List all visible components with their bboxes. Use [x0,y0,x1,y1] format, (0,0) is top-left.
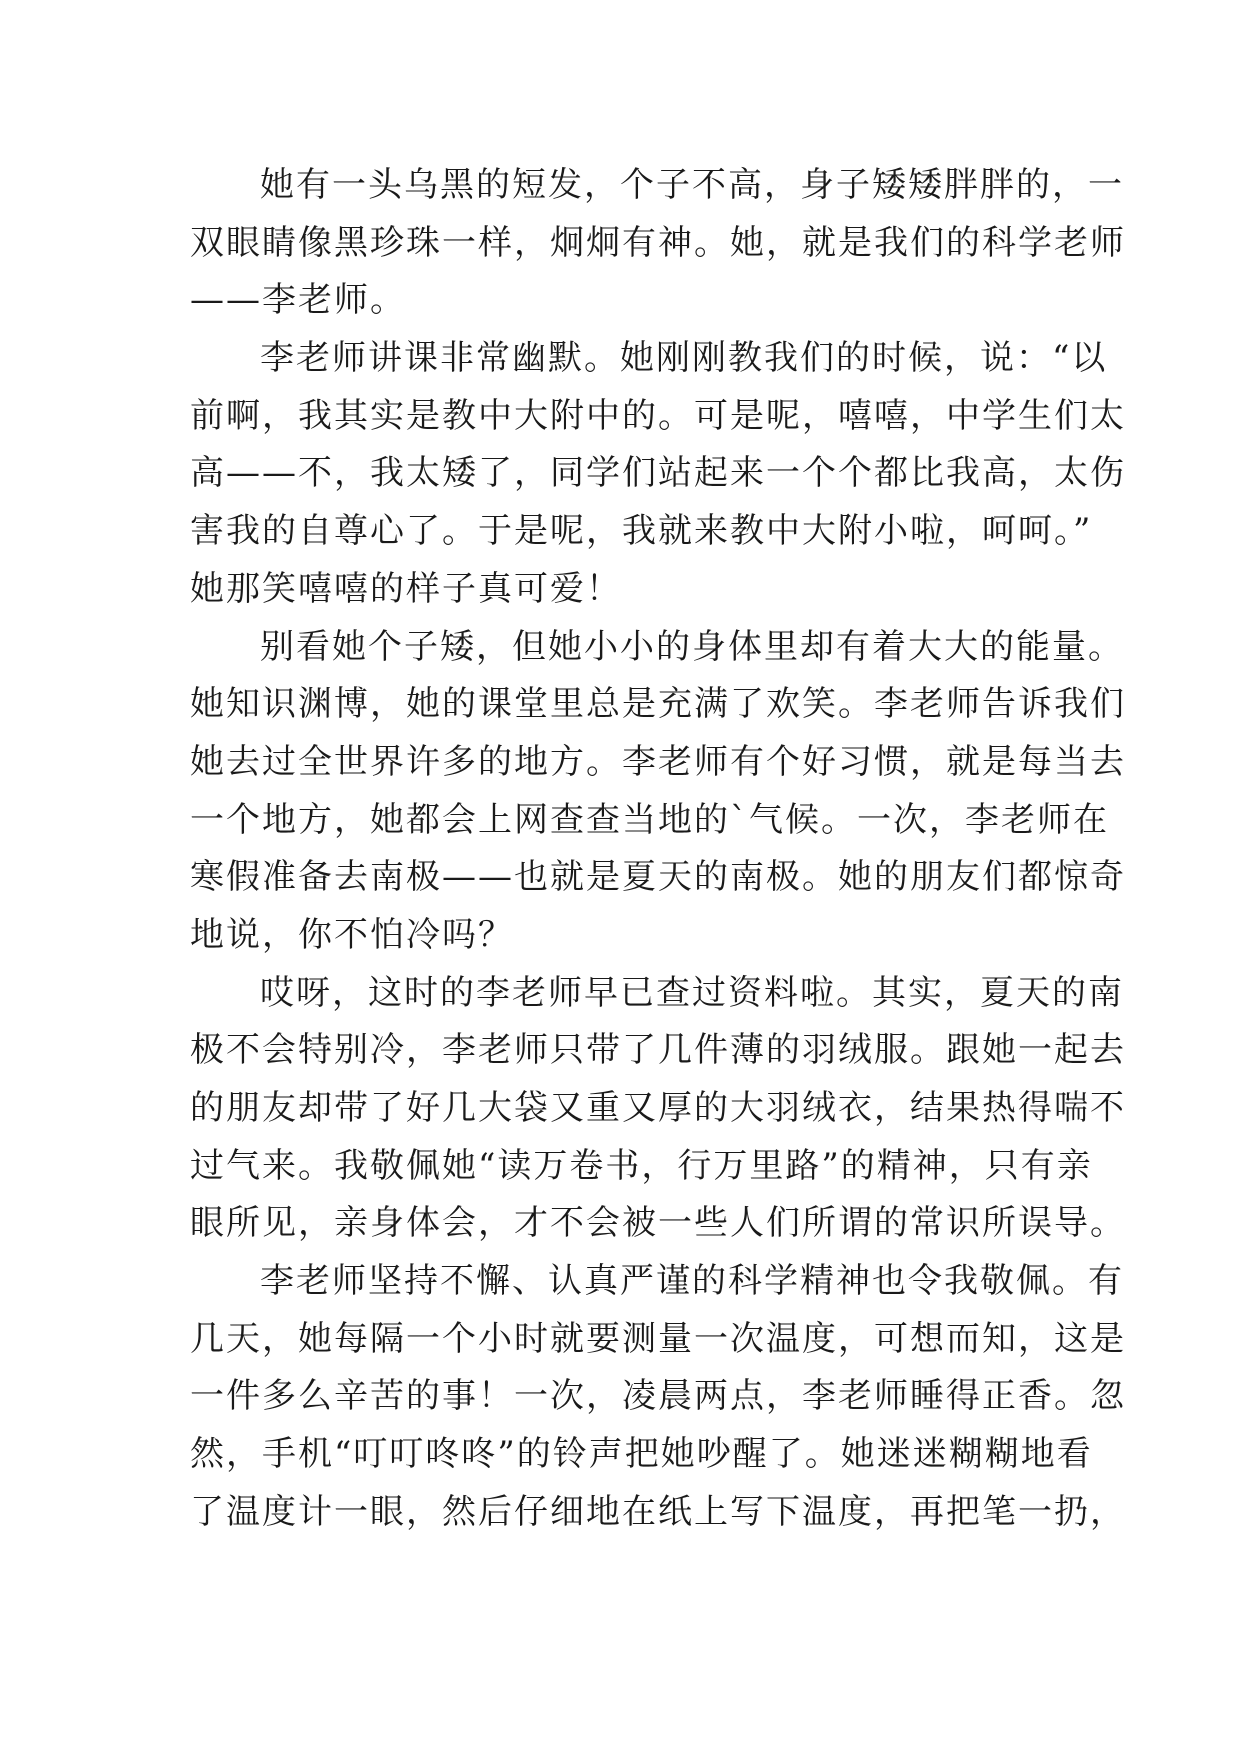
text-line: 然，手机“叮叮咚咚”的铃声把她吵醒了。她迷迷糊糊地看 [190,1434,1093,1475]
text-line: 李老师讲课非常幽默。她刚刚教我们的时候，说：“以 [260,338,1108,379]
text-line: 她去过全世界许多的地方。李老师有个好习惯，就是每当去 [190,741,1126,782]
text-line: 寒假准备去南极——也就是夏天的南极。她的朋友们都惊奇 [190,857,1126,898]
text-line: 高——不，我太矮了，同学们站起来一个个都比我高，太伤 [190,453,1126,494]
paragraph-3 [190,619,1126,965]
text-line: 她有一头乌黑的短发，个子不高，身子矮矮胖胖的，一 [260,165,1124,205]
paragraph-5 [190,1253,1126,1541]
text-line: 一件多么辛苦的事！一次，凌晨两点，李老师睡得正香。忽 [190,1376,1126,1417]
text-line: 极不会特别冷，李老师只带了几件薄的羽绒服。跟她一起去 [190,1030,1126,1071]
text-line: 几天，她每隔一个小时就要测量一次温度，可想而知，这是 [190,1318,1126,1359]
text-line: 过气来。我敬佩她“读万卷书，行万里路”的精神，只有亲 [190,1145,1093,1186]
text-line: 双眼睛像黑珍珠一样，炯炯有神。她，就是我们的科学老师 [190,222,1126,263]
paragraph-1 [190,157,1126,330]
text-line: ——李老师。 [190,280,406,321]
text-line: 她那笑嘻嘻的样子真可爱！ [190,568,622,609]
paragraph-2 [190,330,1126,618]
text-line: 的朋友却带了好几大袋又重又厚的大羽绒衣，结果热得喘不 [190,1088,1126,1128]
text-line: 前啊，我其实是教中大附中的。可是呢，嘻嘻，中学生们太 [190,395,1126,436]
text-line: 眼所见，亲身体会，才不会被一些人们所谓的常识所误导。 [190,1203,1126,1244]
essay-body [190,157,1126,1542]
text-line: 一个地方，她都会上网查查当地的`气候。一次，李老师在 [190,799,1109,840]
text-line: 哎呀，这时的李老师早已查过资料啦。其实，夏天的南 [260,972,1124,1013]
paragraph-4 [190,965,1126,1253]
text-line: 她知识渊博，她的课堂里总是充满了欢笑。李老师告诉我们 [190,684,1126,725]
text-line: 地说，你不怕冷吗？ [190,914,514,955]
text-line: 害我的自尊心了。于是呢，我就来教中大附小啦，呵呵。” [190,511,1093,552]
text-line: 了温度计一眼，然后仔细地在纸上写下温度，再把笔一扔， [190,1491,1126,1532]
text-line: 别看她个子矮，但她小小的身体里却有着大大的能量。 [260,626,1124,667]
text-line: 李老师坚持不懈、认真严谨的科学精神也令我敬佩。有 [260,1261,1124,1302]
